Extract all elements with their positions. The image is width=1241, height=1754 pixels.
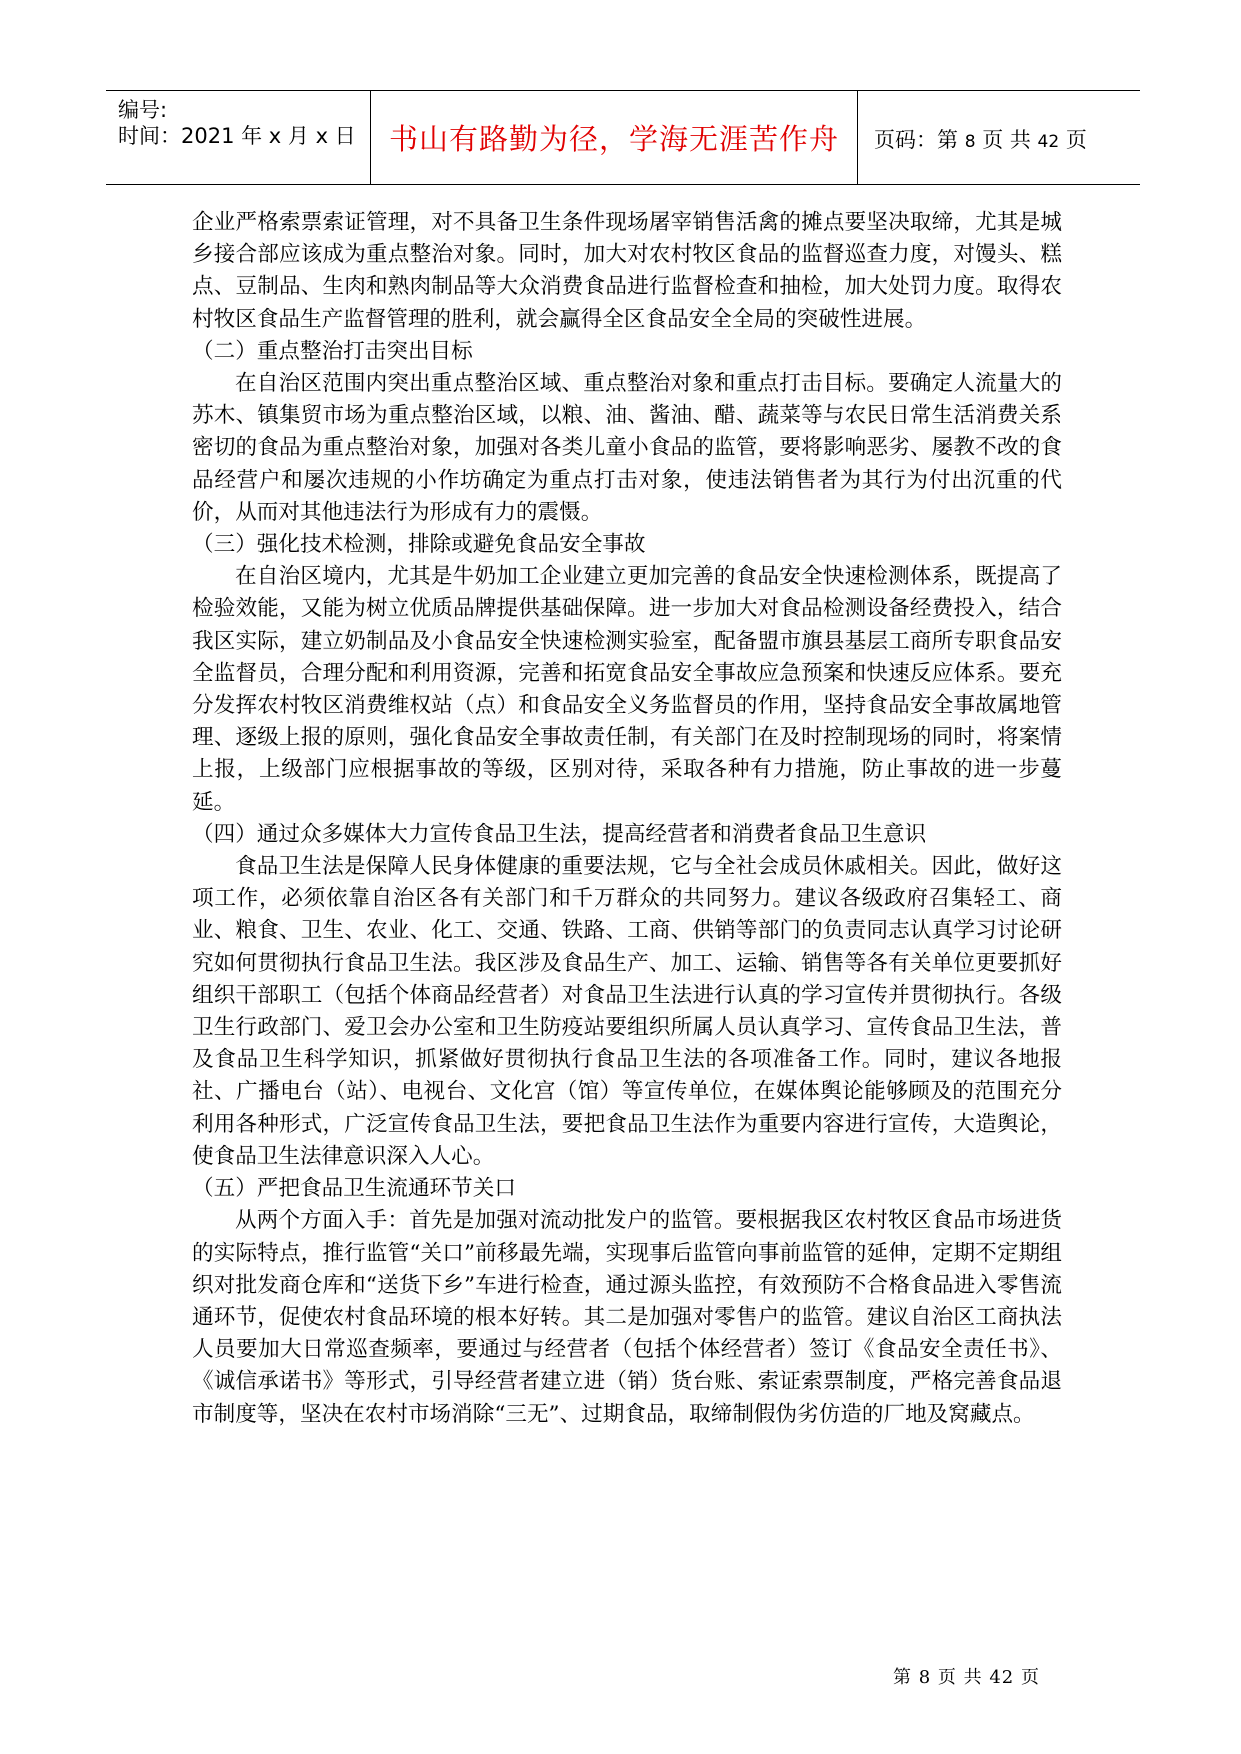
footer-prefix: 第 <box>893 1667 919 1688</box>
body-paragraph: 在自治区境内，尤其是牛奶加工企业建立更加完善的食品安全快速检测体系，既提高了检验效能，又能为树立优质品牌提供基础保障。进一步加大对食品检测设备经费投入，结合我区实际，建立奶制品及小食品安全快速检测实验室，配备盟市旗县基层工商所专职食品安全监督员，合理分配和利用资源，完善和拓宽食品安全事故应急预案和快速反应体系。要充分发挥农村牧区消费维权站（点）和食品安全义务监督员的作用，坚持食品安全事故属地管理、逐级上报的原则，强化食品安全事故责任制，有关部门在及时控制现场的同时，将案情上报，上级部门应根据事故的等级，区别对待，采取各种有力措施，防止事故的进一步蔓延。 <box>192 564 1062 815</box>
header-page-current: 8 <box>964 132 976 152</box>
header-page-total: 42 <box>1037 132 1060 152</box>
document-header <box>106 90 1140 185</box>
body-paragraph: 在自治区范围内突出重点整治区域、重点整治对象和重点打击目标。要确定人流量大的苏木、镇集贸市场为重点整治区域，以粮、油、酱油、醋、蔬菜等与农民日常生活消费关系密切的食品为重点整治对象，加强对各类儿童小食品的监管，要将影响恶劣、屡教不改的食品经营户和屡次违规的小作坊确定为重点打击对象，使违法销售者为其行为付出沉重的代价，从而对其他违法行为形成有力的震慑。 <box>192 371 1062 525</box>
header-page-label <box>874 124 1087 154</box>
time-label: 时间：2021 年 x 月 x 日 <box>118 124 356 148</box>
section-heading: 企业严格索票索证管理，对不具备卫生条件现场屠宰销售活禽的摊点要坚决取缔，尤其是城乡接合部应该成为重点整治对象。同时，加大对农村牧区食品的监督巡查力度，对馒头、糕点、豆制品、生肉和熟肉制品等大众消费食品进行监督检查和抽检，加大处罚力度。取得农村牧区食品生产监督管理的胜利，就会赢得全区食品安全全局的突破性进展。 <box>192 210 1062 332</box>
footer-total: 42 <box>989 1667 1015 1688</box>
section-heading: （五）严把食品卫生流通环节关口 <box>192 1176 516 1202</box>
footer-current: 8 <box>918 1667 932 1688</box>
header-page-mid: 页 共 <box>975 128 1038 152</box>
page-footer <box>893 1663 1040 1689</box>
body-paragraph: 食品卫生法是保障人民身体健康的重要法规，它与全社会成员休戚相关。因此，做好这项工作，必须依靠自治区各有关部门和千万群众的共同努力。建议各级政府召集轻工、商业、粮食、卫生、农业、化工、交通、铁路、工商、供销等部门的负责同志认真学习讨论研究如何贯彻执行食品卫生法。我区涉及食品生产、加工、运输、销售等各有关单位更要抓好组织干部职工（包括个体商品经营者）对食品卫生法进行认真的学习宣传并贯彻执行。各级卫生行政部门、爱卫会办公室和卫生防疫站要组织所属人员认真学习、宣传食品卫生法，普及食品卫生科学知识，抓紧做好贯彻执行食品卫生法的各项准备工作。同时，建议各地报社、广播电台（站）、电视台、文化宫（馆）等宣传单位，在媒体舆论能够顾及的范围充分利用各种形式，广泛宣传食品卫生法，要把食品卫生法作为重要内容进行宣传，大造舆论，使食品卫生法律意识深入人心。 <box>192 854 1062 1169</box>
serial-label: 编号: <box>118 98 168 122</box>
header-motto-cell <box>370 91 858 184</box>
header-page-suffix: 页 <box>1059 128 1087 152</box>
header-motto: 书山有路勤为径，学海无涯苦作舟 <box>388 122 839 156</box>
section-heading: （三）强化技术检测，排除或避免食品安全事故 <box>192 532 646 558</box>
header-meta-cell <box>106 91 370 184</box>
section-heading: （四）通过众多媒体大力宣传食品卫生法，提高经营者和消费者食品卫生意识 <box>192 821 927 847</box>
footer-mid: 页 共 <box>931 1667 990 1688</box>
header-page-cell <box>858 91 1140 184</box>
body-paragraph: 从两个方面入手：首先是加强对流动批发户的监管。要根据我区农村牧区食品市场进货的实际特点，推行监管“关口”前移最先端，实现事后监管向事前监管的延伸，定期不定期组织对批发商仓库和“送货下乡”车进行检查，通过源头监控，有效预防不合格食品进入零售流通环节，促使农村食品环境的根本好转。其二是加强对零售户的监管。建议自治区工商执法人员要加大日常巡查频率，要通过与经营者（包括个体经营者）签订《食品安全责任书》、《诚信承诺书》等形式，引导经营者建立进（销）货台账、索证索票制度，严格完善食品退市制度等，坚决在农村市场消除“三无”、过期食品，取缔制假伪劣仿造的厂地及窝藏点。 <box>192 1208 1062 1427</box>
header-page-prefix: 页码：第 <box>874 128 965 152</box>
document-body <box>192 207 1062 1431</box>
footer-suffix: 页 <box>1014 1667 1040 1688</box>
section-heading: （二）重点整治打击突出目标 <box>192 338 473 364</box>
